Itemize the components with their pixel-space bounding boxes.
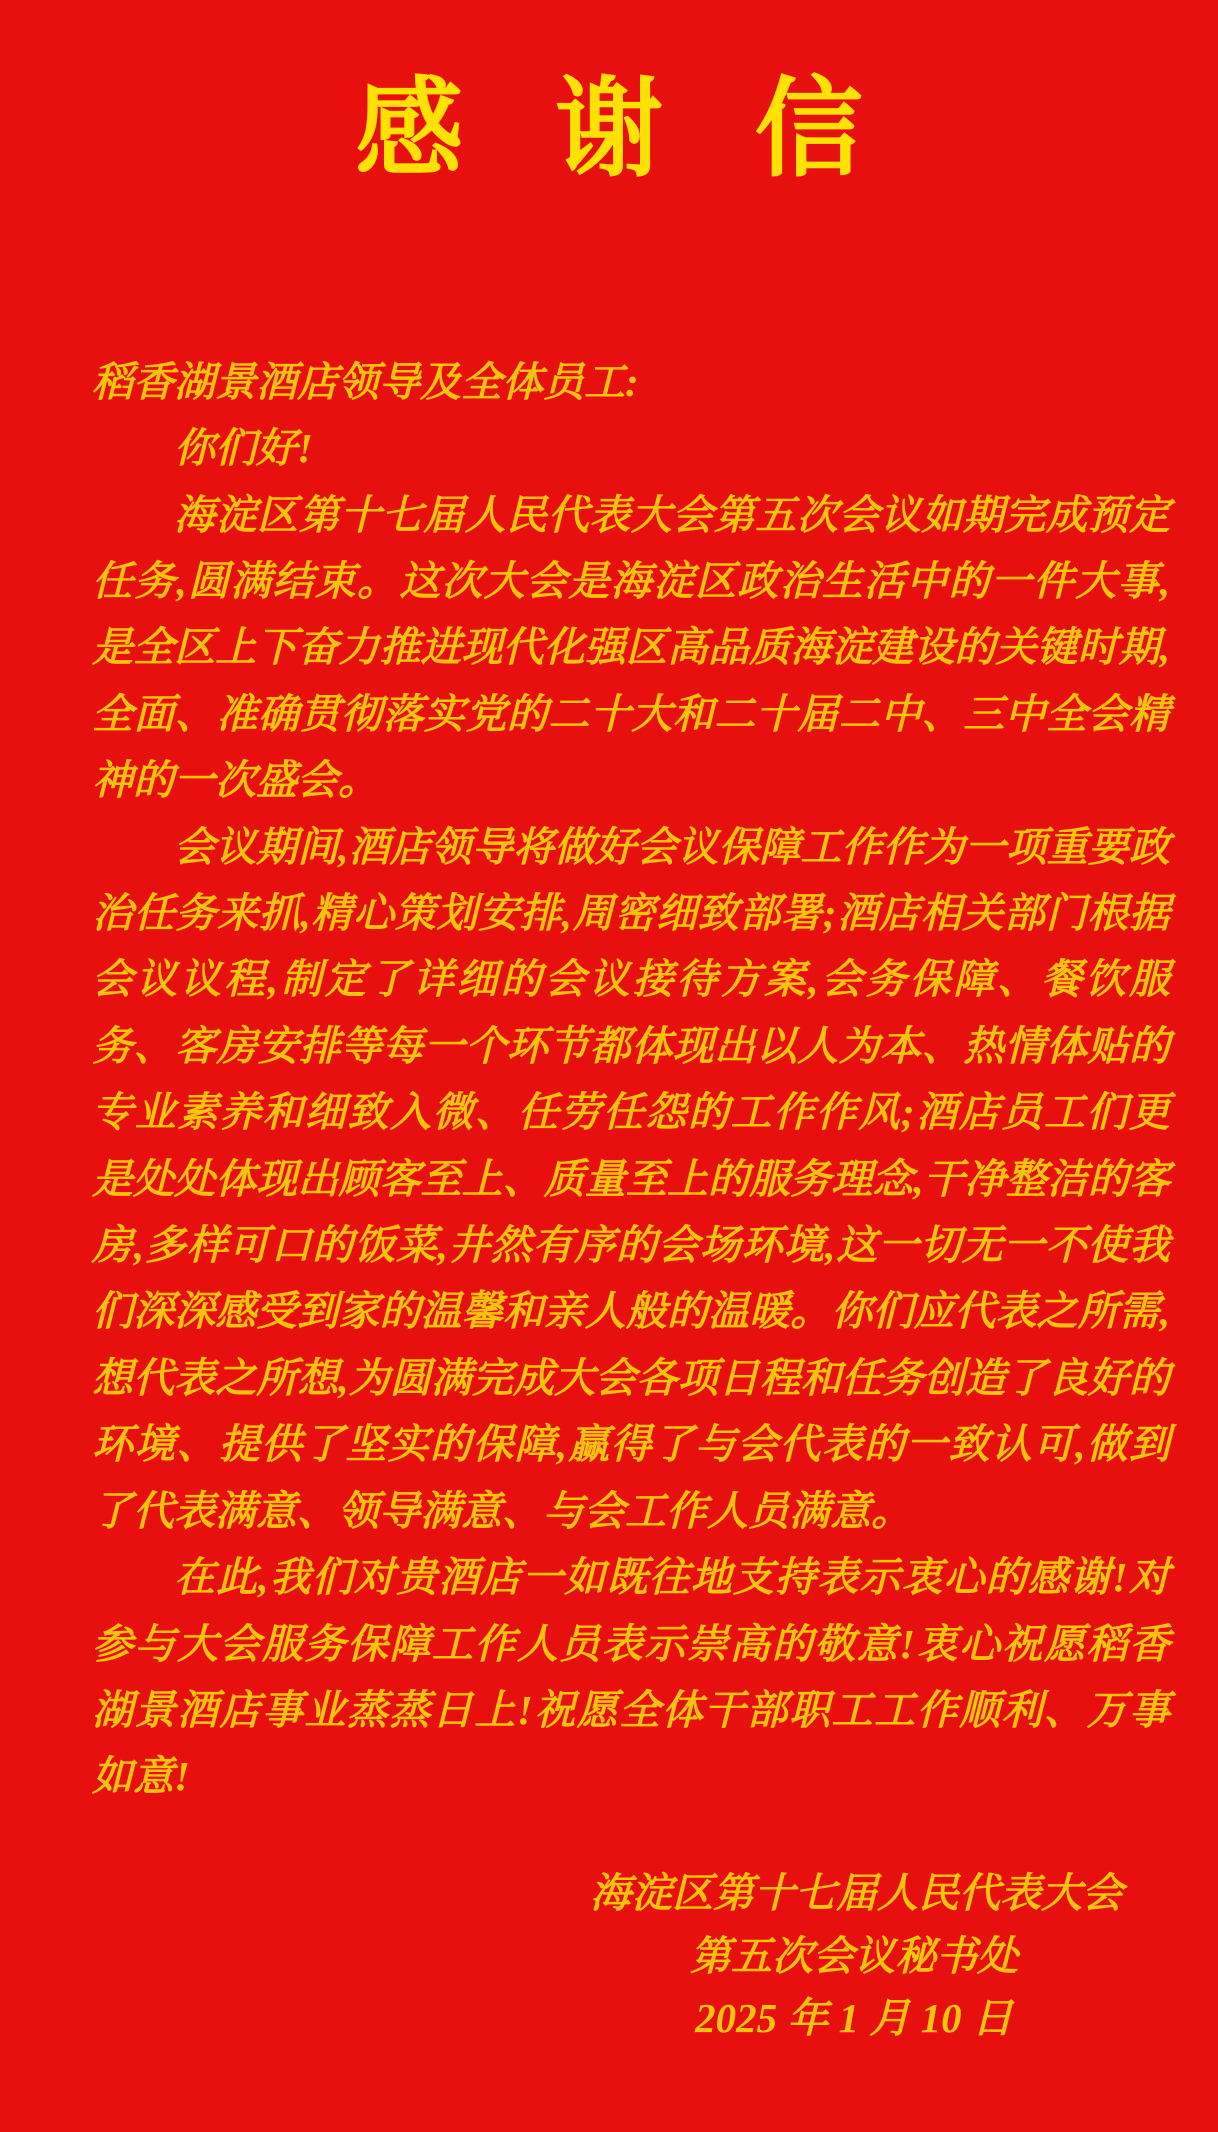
letter-paragraph-2: 会议期间,酒店领导将做好会议保障工作作为一项重要政治任务来抓,精心策划安排,周密细致部署;酒店相关部门根据会议议程,制定了详细的会议接待方案,会务保障、餐饮服务、客房安排等每一个环节都体现出以人为本、热情体贴的专业素养和细致入微、任劳任怨的工作作风;酒店员工们更是处处体现出顾客至上、质量至上的服务理念,干净整洁的客房,多样可口的饭菜,井然有序的会场环境,这一切无一不使我们深深感受到家的温馨和亲人般的温暖。你们应代表之所需,想代表之所想,为圆满完成大会各项日程和任务创造了良好的环境、提供了坚实的保障,赢得了与会代表的一致认可,做到了代表满意、领导满意、与会工作人员满意。: [92, 823, 1170, 1534]
signature-organization-line-2: 第五次会议秘书处: [690, 1932, 1018, 1979]
letter-body: [0, 349, 1218, 1810]
letter-title: 感谢信: [355, 71, 955, 190]
letter-greeting: 你们好!: [174, 425, 313, 472]
signature-organization-line-1: 海淀区第十七届人民代表大会: [590, 1870, 1123, 1916]
letter-salutation: 稻香湖景酒店领导及全体员工:: [92, 358, 639, 405]
letter-signature-block: [590, 1862, 1123, 2050]
letter-paragraph-3: 在此,我们对贵酒店一如既往地支持表示衷心的感谢!对参与大会服务保障工作人员表示崇高的敬意!衷心祝愿稻香湖景酒店事业蒸蒸日上!祝愿全体干部职工工作顺利、万事如意!: [92, 1554, 1170, 1800]
letter-paragraph-1: 海淀区第十七届人民代表大会第五次会议如期完成预定任务,圆满结束。这次大会是海淀区政治生活中的一件大事,是全区上下奋力推进现代化强区高品质海淀建设的关键时期,全面、准确贯彻落实党的二十大和二十届二中、三中全会精神的一次盛会。: [92, 491, 1170, 804]
signature-date: 2025 年 1 月 10 日: [695, 1995, 1013, 2042]
